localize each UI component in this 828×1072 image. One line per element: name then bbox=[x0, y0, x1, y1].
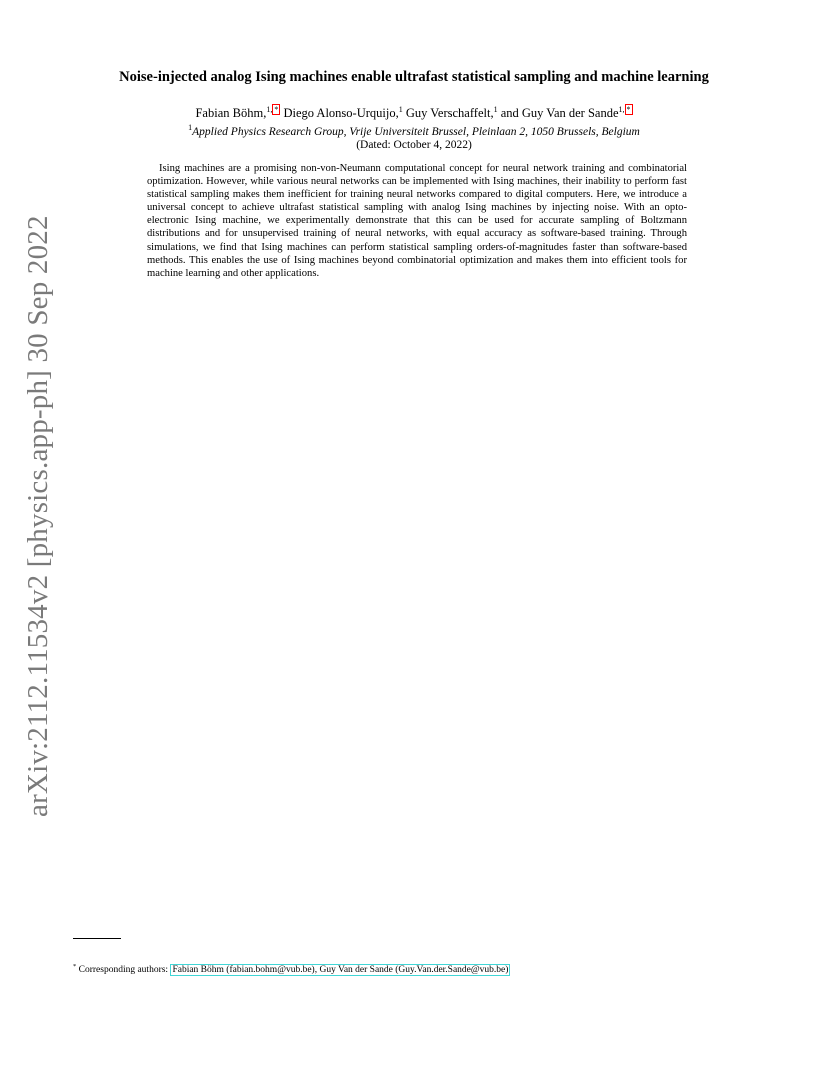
affiliation-number: 1 bbox=[188, 123, 193, 132]
date-line: (Dated: October 4, 2022) bbox=[356, 139, 472, 151]
corresponding-author-email-link[interactable]: Fabian Böhm (fabian.bohm@vub.be), Guy Van der Sande (Guy.Van.der.Sande@vub.be) bbox=[172, 965, 509, 976]
affiliation bbox=[0, 123, 828, 138]
footnote-mark: * bbox=[73, 963, 77, 970]
author-list bbox=[0, 104, 828, 121]
footnote bbox=[73, 963, 510, 975]
footnote-label: Corresponding authors: bbox=[76, 965, 171, 976]
corresponding-author-footnote-link[interactable]: * bbox=[626, 105, 631, 114]
author-affiliation-mark: 1, * bbox=[266, 105, 279, 114]
abstract: Ising machines are a promising non-von-Neumann computational concept for neural network training and combinatorial optimization. However, while various neural networks can be implemented with Ising machines, their inability to perform fast statistical sampling makes them inefficient for training neural networks compared to digital computers. Here, we introduce a universal concept to achieve ultrafast statistical sampling with analog Ising machines by injecting noise. With an opto-electronic Ising machine, we experimentally demonstrate that this can be used for accurate sampling of Boltzmann distributions and for unsupervised training of neural networks, with equal accuracy as software-based training. Through simulations, we find that Ising machines can perform statistical sampling orders-of-magnitudes faster than software-based methods. This enables the use of Ising machines beyond combinatorial optimization and makes them into efficient tools for machine learning and other applications. bbox=[147, 163, 687, 279]
author-name: Guy Verschaffelt, bbox=[402, 106, 494, 121]
author-name: Fabian Böhm, bbox=[195, 106, 267, 121]
footnote-separator bbox=[73, 938, 121, 939]
author-name: Diego Alonso-Urquijo, bbox=[280, 106, 399, 121]
corresponding-author-footnote-link[interactable]: * bbox=[274, 105, 279, 114]
paper-title: Noise-injected analog Ising machines enable ultrafast statistical sampling and machine learning bbox=[119, 69, 709, 85]
affiliation-text: Applied Physics Research Group, Vrije Universiteit Brussel, Pleinlaan 2, 1050 Brussels, Belgium bbox=[192, 125, 640, 138]
author-name: and Guy Van der Sande bbox=[497, 106, 619, 121]
author-affiliation-mark: 1 bbox=[493, 105, 498, 114]
author-affiliation-mark: 1, * bbox=[618, 105, 631, 114]
arxiv-side-identifier: arXiv:2112.11534v2 [physics.app-ph] 30 Sep 2022 bbox=[22, 215, 54, 817]
author-affiliation-mark: 1 bbox=[398, 105, 403, 114]
